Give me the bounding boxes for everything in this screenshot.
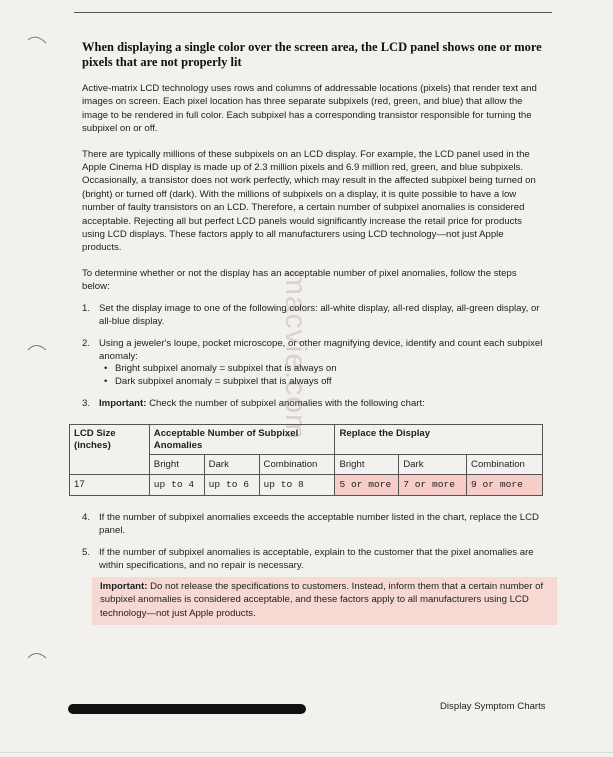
cell-replace-combination: 9 or more: [467, 475, 543, 496]
header-replace: Replace the Display: [335, 425, 543, 455]
step-number: 4.: [82, 512, 91, 523]
important-note: [92, 577, 557, 625]
bullet-bright-anomaly: • Bright subpixel anomaly = subpixel that is always on: [104, 363, 544, 376]
step-3: [82, 397, 544, 410]
steps-list-continued: [82, 511, 548, 573]
note-text: Do not release the specifications to customers. Instead, inform them that a certain number of subpixel anomalies is considered acceptable, and these factors apply to all manufacturers using LCD technology—not just Apple products.: [100, 581, 544, 619]
subheader-replace-bright: Bright: [335, 455, 399, 475]
header-acceptable: Acceptable Number of Subpixel Anomalies: [149, 425, 335, 455]
cell-lcd-size: 17: [70, 475, 150, 496]
subpixel-anomaly-table: [69, 424, 543, 496]
note-label: Important:: [100, 581, 148, 592]
cell-replace-bright: 5 or more: [335, 475, 399, 496]
table-row: [70, 475, 543, 496]
subheader-acceptable-dark: Dark: [204, 455, 259, 475]
steps-list: [82, 302, 544, 410]
footer-section-title: Display Symptom Charts: [440, 701, 546, 712]
step-text: Check the number of subpixel anomalies with the following chart:: [146, 397, 425, 409]
paragraph-intro: Active-matrix LCD technology uses rows and columns of addressable locations (pixels) that render text and images on screen. Each pixel location has three separate subpixels (red, green, and blue) that allow the image to be rendered in full color. Each subpixel has a corresponding transistor responsible for turning the subpixel on or off.: [82, 83, 537, 135]
bottom-edge: [0, 752, 613, 753]
step-1: [82, 302, 544, 329]
subheader-acceptable-bright: Bright: [149, 455, 204, 475]
paragraph-subpixels: There are typically millions of these subpixels on an LCD display. For example, the LCD panel used in the Apple Cinema HD display is made up of 2.3 million pixels and 6.9 million red, green, and blue subpixels. Occasionally, a transistor does not work perfectly, which may result in the affected subpixel being turned on (bright) or turned off (dark). With the millions of subpixels on a display, it is quite possible to have a low number of faulty transistors on an LCD. Therefore, a certain number of subpixel anomalies is considered acceptable. Rejecting all but perfect LCD panels would significantly increase the retail price for products using LCD displays. These factors apply to all manufacturers using LCD technology—not just Apple products.: [82, 148, 536, 254]
subheader-replace-combination: Combination: [467, 455, 543, 475]
step-number: 2.: [82, 337, 91, 349]
step-number: 1.: [82, 302, 91, 314]
step-2: [82, 337, 544, 389]
cell-replace-dark: 7 or more: [399, 475, 467, 496]
steps-continued: [82, 511, 548, 581]
step-text: If the number of subpixel anomalies exceeds the acceptable number listed in the chart, replace the LCD panel.: [99, 512, 539, 537]
bullet-dark-anomaly: • Dark subpixel anomaly = subpixel that is always off: [104, 376, 544, 389]
step-text: Set the display image to one of the following colors: all-white display, all-red display, all-green display, or all-blue display.: [99, 302, 540, 328]
step-text: Using a jeweler's loupe, pocket microscope, or other magnifying device, identify and count each subpixel anomaly:: [99, 337, 543, 362]
page-heading: When displaying a single color over the screen area, the LCD panel shows one or more pixels that are not properly lit: [82, 40, 542, 69]
subheader-acceptable-combination: Combination: [259, 455, 335, 475]
cell-acceptable-dark: up to 6: [204, 475, 259, 496]
step-number: 3.: [82, 397, 91, 409]
header-lcd-size: LCD Size (inches): [70, 425, 150, 475]
punch-hole-mark-bottom: [26, 648, 48, 666]
top-rule: [74, 12, 552, 13]
step-5: [82, 546, 548, 573]
cell-acceptable-combination: up to 8: [259, 475, 335, 496]
paragraph-steps-intro: To determine whether or not the display has an acceptable number of pixel anomalies, follow the steps below:: [82, 267, 517, 293]
main-content: [82, 40, 544, 418]
punch-hole-mark-middle: [26, 340, 48, 358]
watermark: macvie.com: [279, 270, 312, 441]
step-text: If the number of subpixel anomalies is acceptable, explain to the customer that the pixel anomalies are within specifications, and no repair is necessary.: [99, 546, 534, 572]
redaction-bar: [68, 704, 306, 714]
important-label: Important:: [99, 397, 147, 409]
table-header-row: [70, 425, 543, 455]
cell-acceptable-bright: up to 4: [149, 475, 204, 496]
punch-hole-mark-top: [26, 34, 48, 52]
step-4: [82, 511, 548, 538]
subheader-replace-dark: Dark: [399, 455, 467, 475]
anomaly-type-list: [99, 363, 544, 388]
step-number: 5.: [82, 546, 91, 558]
